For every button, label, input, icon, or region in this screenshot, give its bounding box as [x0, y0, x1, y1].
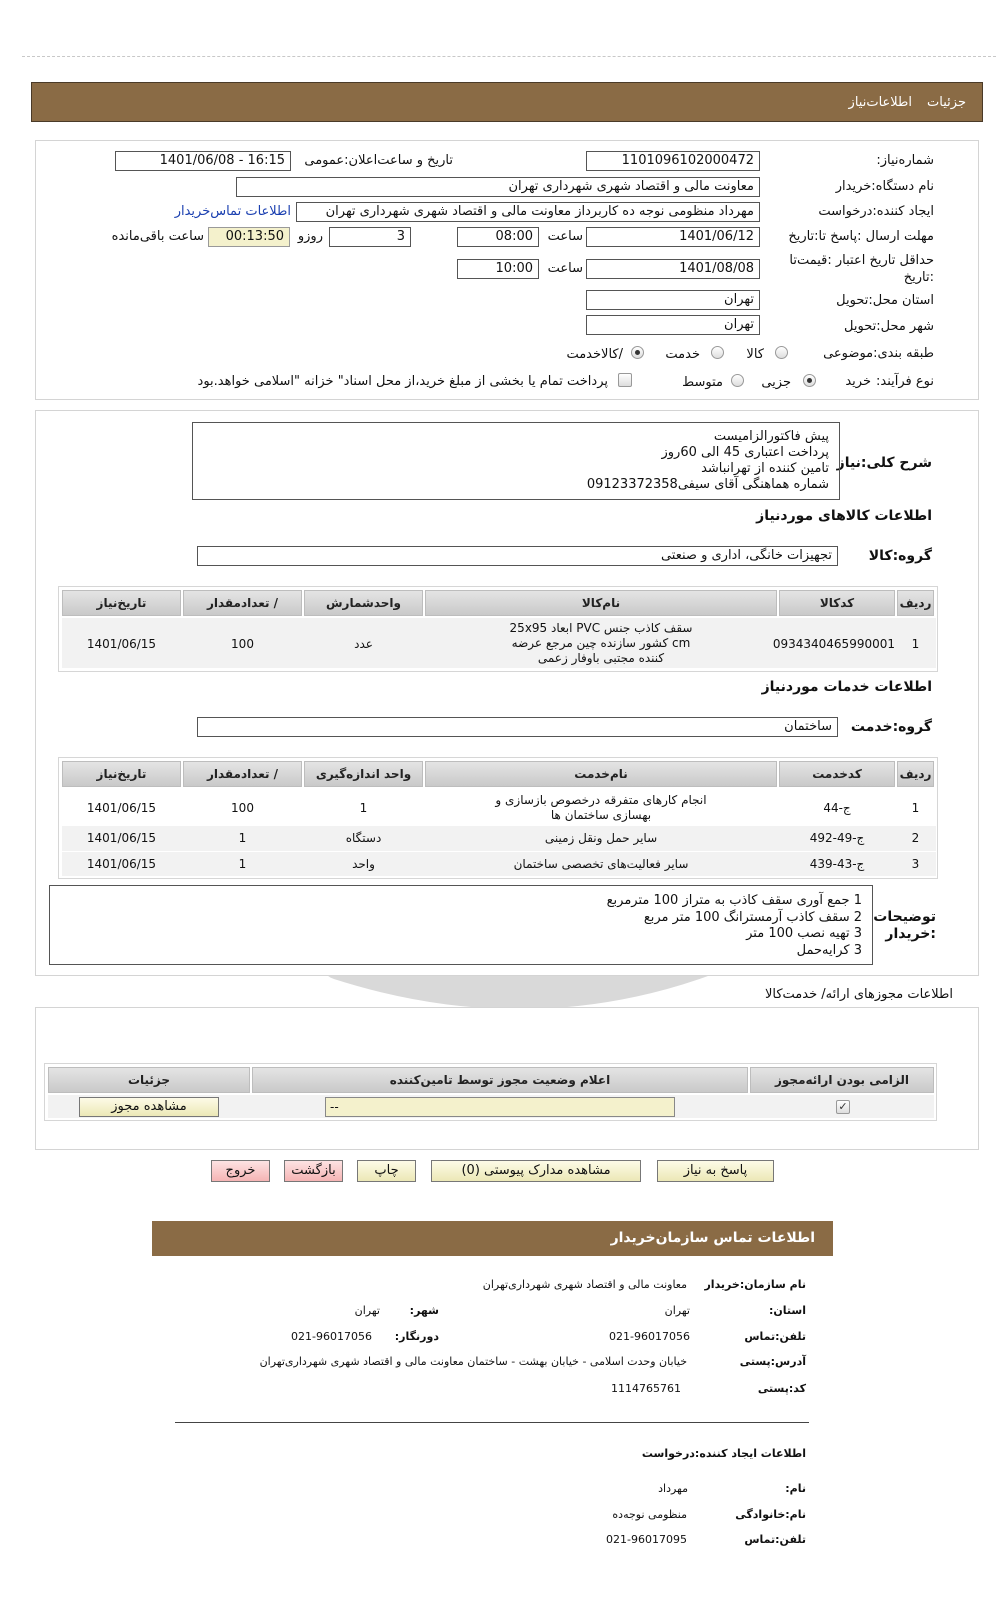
validity-label-2: :تاریخ	[903, 270, 934, 285]
process-buy-word: خرید	[845, 374, 871, 389]
category-radio-goods[interactable]	[775, 346, 788, 359]
contact-address-value: خیابان وحدت اسلامی - خیابان بهشت - ساختمان معاونت مالی و اقتصاد شهری شهرداری‌تهران	[259, 1355, 687, 1368]
tab-bar	[31, 82, 983, 122]
contact-province-label: استان:	[769, 1304, 806, 1317]
services-row-index: 2	[911, 831, 920, 845]
services-row-name: سایر حمل ونقل زمینی	[544, 831, 658, 845]
goods-header-unit: واحدشمارش	[304, 590, 423, 616]
services-header-name: نام‌خدمت	[425, 761, 777, 787]
remaining-time-field: 00:13:50	[208, 227, 290, 247]
exit-button[interactable]: خروج	[211, 1160, 270, 1182]
services-row-code: ج-43-439	[809, 857, 865, 871]
description-line: پرداخت اعتباری 45 الی 60روز	[661, 445, 829, 460]
attachments-button[interactable]: مشاهده مدارک پیوستی (0)	[431, 1160, 641, 1182]
back-button[interactable]: بازگشت	[284, 1160, 343, 1182]
contact-fax-label: دورنگار:	[394, 1330, 439, 1343]
announce-date-field: 1401/06/08 - 16:15	[115, 151, 291, 171]
description-box	[192, 422, 840, 500]
creator-phone-value: 021-96017095	[606, 1533, 687, 1546]
category-label: طبقه بندی:موضوعی	[823, 346, 934, 361]
buyer-notes-line: 1 جمع آوری سقف کاذب به متراز 100 مترمربع	[606, 893, 862, 908]
services-row-name: سایر فعالیت‌های تخصصی ساختمان	[513, 857, 689, 871]
category-option-service: خدمت	[665, 347, 700, 362]
goods-row-unit: عدد	[354, 637, 373, 651]
description-line: پیش فاکتورالزامیست	[713, 429, 829, 444]
category-option-goods-service: /کالاخدمت	[566, 347, 623, 362]
buyer-org-field: معاونت مالی و اقتصاد شهری شهرداری تهران	[236, 177, 760, 197]
services-row-date: 1401/06/15	[86, 831, 157, 845]
creator-label: ایجاد کننده‌:درخواست	[818, 204, 934, 219]
contact-postal-value: 1114765761	[611, 1382, 681, 1395]
services-header-date: تاریخ‌نیاز	[62, 761, 181, 787]
goods-row-name	[425, 621, 777, 666]
services-header-code: کدخدمت	[779, 761, 895, 787]
creator-info-title: اطلاعات ایجاد کننده‌:درخواست	[641, 1447, 806, 1460]
buyer-contact-link[interactable]: اطلاعات تماس‌خریدار	[174, 204, 291, 219]
deadline-time-word: ساعت	[547, 229, 583, 244]
goods-header-row-index: ردیف	[897, 590, 934, 616]
goods-section-title: اطلاعات کالاهای موردنیاز	[756, 508, 932, 524]
creator-name-label: نام:	[785, 1482, 806, 1495]
print-button[interactable]: چاپ	[357, 1160, 416, 1182]
services-row-date: 1401/06/15	[86, 857, 157, 871]
top-divider	[22, 56, 996, 57]
buyer-notes-line: 3 تهیه نصب 100 متر	[746, 926, 862, 941]
buyer-notes-label-2: :خریدار	[885, 926, 936, 942]
buyer-notes-box	[49, 885, 873, 965]
permit-required-checkbox[interactable]: ✓	[836, 1100, 850, 1114]
goods-header-qty: / تعدادمقدار	[183, 590, 302, 616]
reply-button[interactable]: پاسخ به نیاز	[657, 1160, 774, 1182]
contact-header	[152, 1221, 833, 1256]
validity-label-1: حداقل تاریخ اعتبار :قیمت‌تا	[789, 253, 934, 268]
validity-time-word: ساعت	[547, 261, 583, 276]
category-radio-goods-service[interactable]	[631, 346, 644, 359]
goods-group-label: گروه:کالا	[868, 548, 932, 564]
buyer-notes-line: 2 سقف کاذب آرمسترانگ 100 متر مربع	[643, 909, 862, 925]
services-header-qty: / تعدادمقدار	[183, 761, 302, 787]
buyer-notes-label-1: توضیحات	[873, 909, 936, 925]
services-row-code: ج-49-492	[809, 831, 865, 845]
contact-province-value: تهران	[664, 1304, 690, 1317]
creator-family-label: نام:خانوادگی	[735, 1508, 806, 1521]
goods-row-index: 1	[911, 637, 920, 651]
tab-need-info[interactable]: اطلاعات‌نیاز	[848, 95, 912, 110]
city-label: شهر محل:تحویل	[844, 319, 934, 334]
services-header-unit: واحد اندازه‌گیری	[304, 761, 423, 787]
services-row-qty: 100	[231, 801, 254, 815]
province-label: استان محل:تحویل	[836, 293, 934, 308]
contact-address-label: آدرس:پستی	[739, 1355, 806, 1368]
city-field: تهران	[586, 315, 760, 335]
need-number-label: شماره‌نیاز:	[876, 153, 934, 168]
permits-header-details: جزئیات	[48, 1067, 250, 1093]
services-section-title: اطلاعات خدمات موردنیاز	[761, 679, 932, 695]
tab-details[interactable]: جزئیات	[927, 95, 966, 110]
process-radio-medium[interactable]	[731, 374, 744, 387]
contact-header-title: اطلاعات تماس سازمان‌خریدار	[610, 1230, 815, 1246]
services-row-date: 1401/06/15	[86, 801, 157, 815]
process-radio-minor[interactable]	[803, 374, 816, 387]
contact-city-label: شهر:	[409, 1304, 439, 1317]
description-line: شماره هماهنگی آقای سیفی09123372358	[586, 477, 829, 492]
description-line: تامین کننده از تهرانباشد	[701, 461, 829, 476]
description-label: شرح کلی:نیاز	[836, 455, 932, 471]
services-header-row-index: ردیف	[897, 761, 934, 787]
services-row-unit: 1	[359, 801, 368, 815]
goods-header-date: تاریخ‌نیاز	[62, 590, 181, 616]
services-row-name-line: بهسازی ساختمان ها	[550, 808, 652, 822]
services-row-qty: 1	[238, 831, 247, 845]
permit-status-field: --	[325, 1097, 675, 1117]
services-row-unit: دستگاه	[345, 831, 382, 845]
goods-header-name: نام‌کالا	[425, 590, 777, 616]
deadline-date-field: 1401/06/12	[586, 227, 760, 247]
treasury-payment-note: پرداخت تمام یا بخشی از مبلغ خرید،از محل اسناد" خزانه "اسلامی خواهد.بود	[197, 374, 608, 389]
permits-title: اطلاعات مجوزهای ارائه/ خدمت‌کالا	[764, 987, 953, 1002]
buyer-org-label: نام دستگاه‌:خریدار	[835, 179, 934, 194]
deadline-time-field: 08:00	[457, 227, 539, 247]
process-option-minor: جزیی	[761, 375, 791, 390]
creator-family-value: منظومی نوجه‌ده	[612, 1508, 687, 1521]
services-row-code: ج-44	[823, 801, 851, 815]
services-row-unit: واحد	[352, 857, 375, 871]
services-group-label: گروه:خدمت	[850, 719, 932, 735]
need-number-field: 1101096102000472	[586, 151, 760, 171]
goods-row-date: 1401/06/15	[86, 637, 157, 651]
announce-label: تاریخ و ساعت‌اعلان‌:عمومی	[304, 153, 453, 168]
validity-time-field: 10:00	[457, 259, 539, 279]
remaining-word: ساعت باقی‌مانده	[111, 229, 204, 244]
province-field: تهران	[586, 290, 760, 310]
contact-phone-label: تلفن:تماس	[744, 1330, 806, 1343]
contact-phone-value: 021-96017056	[609, 1330, 690, 1343]
goods-group-field: تجهیزات خانگی، اداری و صنعتی	[197, 546, 838, 566]
treasury-payment-checkbox[interactable]	[618, 373, 632, 387]
days-word: روزو	[297, 229, 323, 244]
contact-postal-label: کد:پستی	[757, 1382, 806, 1395]
creator-name-value: مهرداد	[658, 1482, 688, 1495]
permits-header-required: الزامی بودن ارائه‌مجوز	[750, 1067, 934, 1093]
validity-date-field: 1401/08/08	[586, 259, 760, 279]
process-option-medium: متوسط	[682, 375, 723, 390]
deadline-label: مهلت ارسال :پاسخ تا:تاریخ	[788, 229, 934, 244]
contact-city-value: تهران	[354, 1304, 380, 1317]
buyer-notes-line: 3 کرایه‌حمل	[796, 942, 862, 958]
goods-row-name-line: سقف کاذب جنس PVC ابعاد 25x95	[509, 621, 693, 635]
contact-org-label: نام سازمان:خریدار	[704, 1278, 806, 1291]
category-option-goods: کالا	[746, 347, 764, 362]
category-radio-service[interactable]	[711, 346, 724, 359]
view-permit-button[interactable]: مشاهده مجوز	[79, 1097, 219, 1117]
contact-fax-value: 021-96017056	[291, 1330, 372, 1343]
goods-row-code: 0934340465990001	[772, 637, 895, 651]
services-group-field: ساختمان	[197, 717, 838, 737]
services-row-name	[425, 793, 777, 823]
creator-phone-label: تلفن:تماس	[744, 1533, 806, 1546]
goods-row-qty: 100	[231, 637, 254, 651]
services-row-index: 3	[911, 857, 920, 871]
creator-field: مهرداد منظومی نوجه ده کاربرداز معاونت مالی و اقتصاد شهری شهرداری تهران	[296, 202, 760, 222]
services-row-index: 1	[911, 801, 920, 815]
process-label: نوع فرآیند:	[876, 374, 934, 389]
services-row-name-line: انجام کارهای متفرقه درخصوص بازسازی و	[495, 793, 707, 807]
contact-divider	[175, 1422, 809, 1423]
goods-row-name-line: کننده مجتبی باوفار زعمی	[537, 651, 665, 665]
contact-org-value: معاونت مالی و اقتصاد شهری شهرداری‌تهران	[482, 1278, 687, 1291]
days-field: 3	[329, 227, 411, 247]
permits-header-status: اعلام وضعیت مجوز توسط تامین‌کننده	[252, 1067, 748, 1093]
goods-header-code: کدکالا	[779, 590, 895, 616]
goods-row-name-line: cm کشور سازنده چین مرجع عرضه	[511, 636, 691, 650]
services-row-qty: 1	[238, 857, 247, 871]
